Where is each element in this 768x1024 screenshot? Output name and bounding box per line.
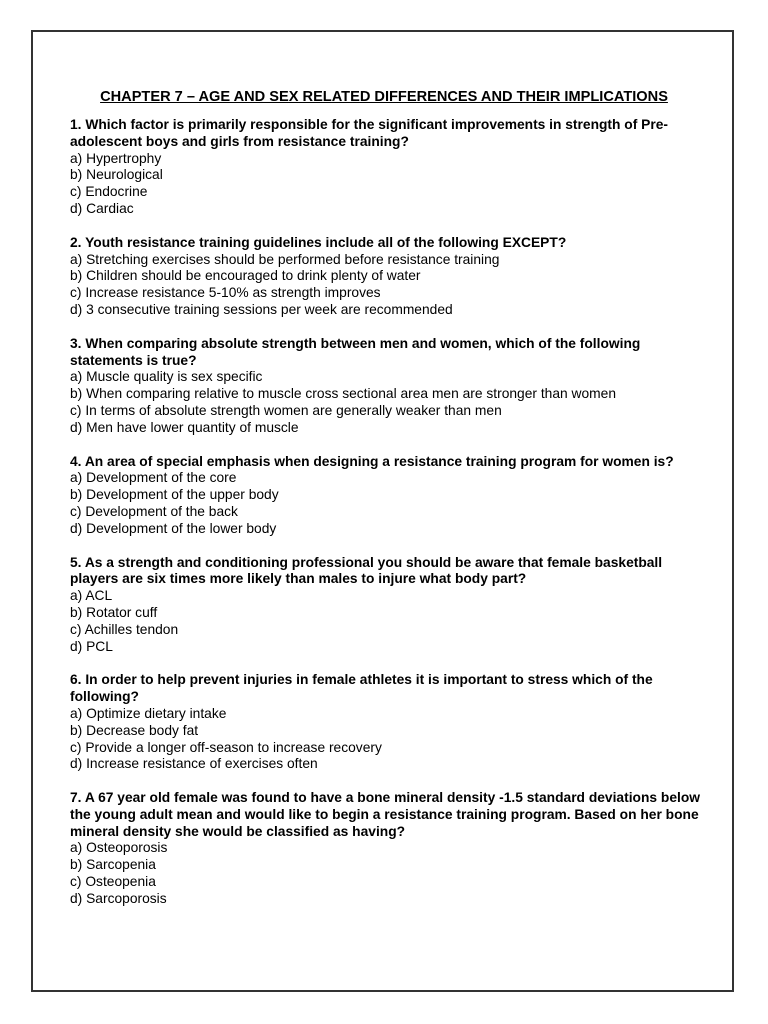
question-text: 3. When comparing absolute strength between men and women, which of the following statements is true? [70, 335, 641, 368]
answer-option: d) Men have lower quantity of muscle [70, 419, 299, 435]
answer-option: d) Increase resistance of exercises often [70, 756, 318, 772]
answer-option: a) Osteoporosis [70, 840, 168, 856]
answer-option: c) Endocrine [70, 184, 148, 200]
question-3 [70, 336, 710, 437]
answer-option: a) Development of the core [70, 470, 237, 486]
answer-option: c) Achilles tendon [70, 621, 179, 637]
answer-option: a) Muscle quality is sex specific [70, 369, 263, 385]
answer-option: a) Stretching exercises should be performed before resistance training [70, 251, 500, 267]
answer-option: b) Neurological [70, 167, 163, 183]
answer-option: d) 3 consecutive training sessions per week are recommended [70, 301, 453, 317]
answer-option: a) Hypertrophy [70, 150, 162, 166]
document-content [70, 86, 710, 925]
question-1 [70, 117, 710, 218]
question-6 [70, 672, 710, 773]
answer-option: b) When comparing relative to muscle cross sectional area men are stronger than women [70, 386, 616, 402]
answer-option: b) Decrease body fat [70, 722, 199, 738]
chapter-title: CHAPTER 7 – AGE AND SEX RELATED DIFFERENCES AND THEIR IMPLICATIONS [100, 89, 668, 105]
answer-option: a) ACL [70, 588, 113, 604]
answer-option: c) Osteopenia [70, 874, 156, 890]
answer-option: d) PCL [70, 638, 113, 654]
answer-option: b) Rotator cuff [70, 604, 158, 620]
answer-option: d) Sarcoporosis [70, 890, 167, 906]
answer-option: c) Increase resistance 5-10% as strength improves [70, 285, 381, 301]
answer-option: c) In terms of absolute strength women are generally weaker than men [70, 402, 502, 418]
question-text: 4. An area of special emphasis when designing a resistance training program for women is? [70, 453, 674, 469]
answer-option: c) Development of the back [70, 503, 238, 519]
question-7 [70, 790, 710, 908]
answer-option: a) Optimize dietary intake [70, 705, 227, 721]
answer-option: c) Provide a longer off-season to increase recovery [70, 739, 382, 755]
answer-option: b) Children should be encouraged to drink plenty of water [70, 268, 421, 284]
question-text: 5. As a strength and conditioning professional you should be aware that female basketball players are six times more likely than males to injure what body part? [70, 554, 663, 587]
question-2 [70, 235, 710, 319]
question-text: 1. Which factor is primarily responsible for the significant improvements in strength of Pre-adolescent boys and girls from resistance training? [70, 117, 668, 149]
question-4 [70, 454, 710, 538]
question-text: 2. Youth resistance training guidelines include all of the following EXCEPT? [70, 234, 567, 250]
answer-option: d) Development of the lower body [70, 520, 277, 536]
answer-option: b) Development of the upper body [70, 487, 279, 503]
answer-option: d) Cardiac [70, 200, 134, 216]
answer-option: b) Sarcopenia [70, 857, 156, 873]
question-5 [70, 555, 710, 656]
question-text: 6. In order to help prevent injuries in female athletes it is important to stress which of the following? [70, 672, 653, 705]
question-text: 7. A 67 year old female was found to have a bone mineral density -1.5 standard deviations below the young adult mean and would like to begin a resistance training program. Based on her bone mineral density she would be classified as having? [70, 790, 700, 839]
